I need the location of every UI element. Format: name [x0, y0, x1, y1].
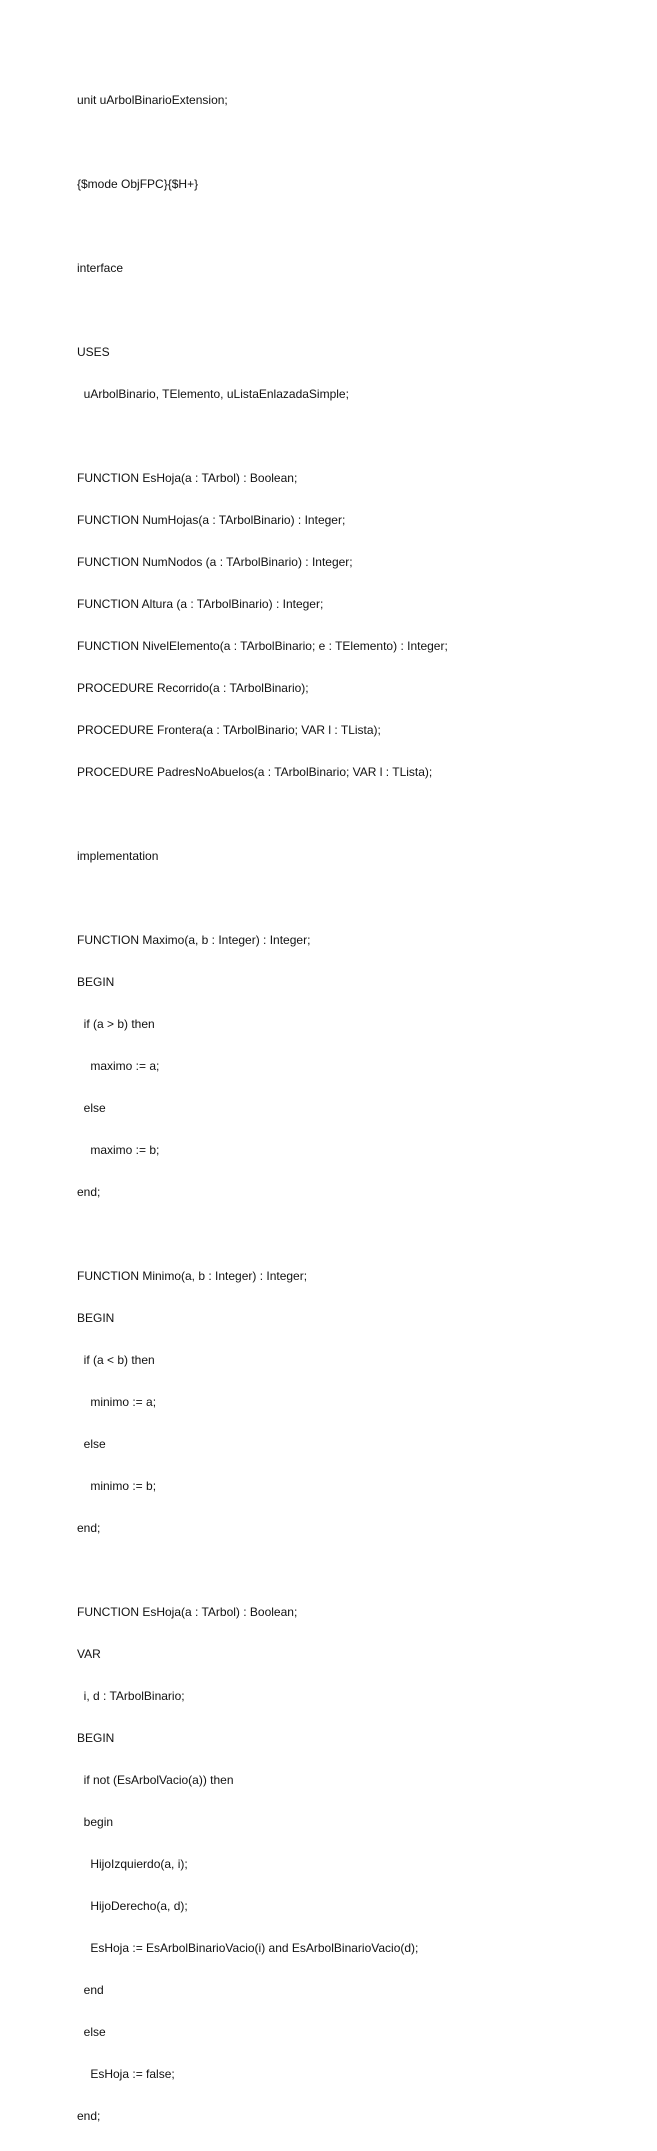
code-line-var-decl: i, d : TArbolBinario; — [77, 1689, 185, 1703]
code-line-unit: unit uArbolBinarioExtension; — [77, 93, 228, 107]
blank-line — [77, 891, 448, 905]
code-line-if: if (a < b) then — [77, 1353, 155, 1367]
code-line-maximo-header: FUNCTION Maximo(a, b : Integer) : Integer; — [77, 933, 311, 947]
code-line-minimo-header: FUNCTION Minimo(a, b : Integer) : Integer; — [77, 1269, 308, 1283]
code-line-uses-list: uArbolBinario, TElemento, uListaEnlazadaSimple; — [77, 387, 349, 401]
code-line-assign: EsHoja := false; — [77, 2067, 175, 2081]
blank-line — [77, 219, 448, 233]
code-line-begin-block: begin — [77, 1815, 114, 1829]
source-code-block — [77, 65, 448, 2151]
code-line-begin: BEGIN — [77, 1731, 115, 1745]
code-line-assign: EsHoja := EsArbolBinarioVacio(i) and EsArbolBinarioVacio(d); — [77, 1941, 419, 1955]
code-line-implementation: implementation — [77, 849, 159, 863]
code-line-assign: maximo := b; — [77, 1143, 160, 1157]
code-line-end: end; — [77, 1185, 101, 1199]
code-line-decl-eshoja: FUNCTION EsHoja(a : TArbol) : Boolean; — [77, 471, 298, 485]
code-line-uses: USES — [77, 345, 110, 359]
code-line-begin: BEGIN — [77, 975, 115, 989]
code-line-decl-altura: FUNCTION Altura (a : TArbolBinario) : Integer; — [77, 597, 324, 611]
code-line-else: else — [77, 1101, 106, 1115]
code-line-decl-frontera: PROCEDURE Frontera(a : TArbolBinario; VAR l : TLista); — [77, 723, 381, 737]
code-line-directive: {$mode ObjFPC}{$H+} — [77, 177, 199, 191]
code-line-assign: minimo := b; — [77, 1479, 157, 1493]
code-line-decl-nivelelemento: FUNCTION NivelElemento(a : TArbolBinario; e : TElemento) : Integer; — [77, 639, 448, 653]
code-line-call: HijoIzquierdo(a, i); — [77, 1857, 188, 1871]
code-line-var: VAR — [77, 1647, 101, 1661]
blank-line — [77, 303, 448, 317]
code-line-decl-padresnoabuelos: PROCEDURE PadresNoAbuelos(a : TArbolBinario; VAR l : TLista); — [77, 765, 433, 779]
code-line-begin: BEGIN — [77, 1311, 115, 1325]
blank-line — [77, 135, 448, 149]
blank-line — [77, 429, 448, 443]
code-line-decl-numhojas: FUNCTION NumHojas(a : TArbolBinario) : Integer; — [77, 513, 346, 527]
code-line-assign: maximo := a; — [77, 1059, 160, 1073]
blank-line — [77, 1227, 448, 1241]
code-line-eshoja-header: FUNCTION EsHoja(a : TArbol) : Boolean; — [77, 1605, 298, 1619]
code-line-end-block: end — [77, 1983, 104, 1997]
code-line-call: HijoDerecho(a, d); — [77, 1899, 188, 1913]
code-line-interface: interface — [77, 261, 124, 275]
code-line-end: end; — [77, 1521, 101, 1535]
code-line-decl-numnodos: FUNCTION NumNodos (a : TArbolBinario) : Integer; — [77, 555, 353, 569]
code-line-else: else — [77, 1437, 106, 1451]
blank-line — [77, 807, 448, 821]
code-line-end: end; — [77, 2109, 101, 2123]
code-line-else: else — [77, 2025, 106, 2039]
code-line-assign: minimo := a; — [77, 1395, 157, 1409]
code-line-if: if not (EsArbolVacio(a)) then — [77, 1773, 234, 1787]
code-line-if: if (a > b) then — [77, 1017, 155, 1031]
blank-line — [77, 1563, 448, 1577]
code-line-decl-recorrido: PROCEDURE Recorrido(a : TArbolBinario); — [77, 681, 309, 695]
